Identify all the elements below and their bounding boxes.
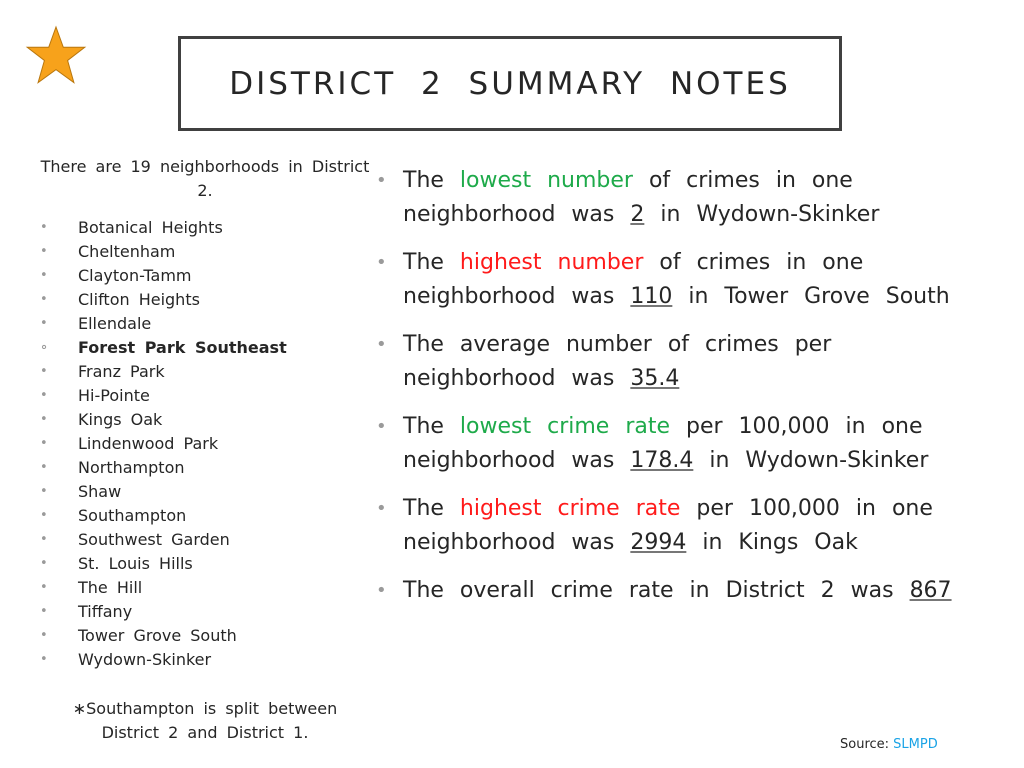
neighborhood-name: Lindenwood Park [78,434,219,453]
fact-highest-rate: • The highest crime rate per 100,000 in one neighborhood was 2994 in Kings Oak [376,492,996,560]
bullet-icon: • [40,460,48,475]
neighborhood-name: Kings Oak [78,410,163,429]
source-credit [840,737,938,752]
bullet-icon: • [40,244,48,259]
neighborhood-name: Forest Park Southeast [78,338,287,357]
fact-lowest-rate: • The lowest crime rate per 100,000 in one neighborhood was 178.4 in Wydown-Skinker [376,410,996,478]
footnote: ∗Southampton is split between District 2 and District 1. [72,699,338,742]
bullet-icon: • [376,170,387,191]
bullet-icon: • [40,628,48,643]
neighborhood-name: Clifton Heights [78,290,200,309]
neighborhood-name: The Hill [78,578,143,597]
bullet-icon: • [40,268,48,283]
highlight-lowest: lowest crime rate [459,414,671,439]
title-box [178,36,842,131]
list-item [40,432,370,456]
page-title: DISTRICT 2 SUMMARY NOTES [229,65,791,102]
fact-value: 2 [630,202,645,227]
bullet-icon: • [40,604,48,619]
neighborhood-name: Franz Park [78,362,165,381]
list-item [40,216,370,240]
fact-average-number: • The average number of crimes per neighborhood was 35.4 [376,328,996,396]
bullet-icon: • [40,316,48,331]
list-item [40,600,370,624]
intro-text: There are 19 neighborhoods in District 2. [40,157,370,200]
bullet-icon: • [40,436,48,451]
list-item [40,360,370,384]
fact-highest-number: • The highest number of crimes in one neighborhood was 110 in Tower Grove South [376,246,996,314]
neighborhood-name: Shaw [78,482,122,501]
list-item [40,528,370,552]
neighborhood-list [40,216,370,672]
neighborhood-name: Northampton [78,458,185,477]
bullet-icon: • [376,416,387,437]
neighborhood-name: Cheltenham [78,242,176,261]
bullet-icon: • [40,484,48,499]
list-item [40,312,370,336]
bullet-icon: • [40,388,48,403]
neighborhood-name: St. Louis Hills [78,554,193,573]
bullet-icon: • [40,292,48,307]
neighborhood-name: Wydown-Skinker [78,650,212,669]
bullet-icon: • [40,556,48,571]
bullet-icon: • [376,252,387,273]
bullet-icon: • [40,532,48,547]
list-item [40,288,370,312]
bullet-icon: • [40,580,48,595]
highlight-lowest: lowest number [459,168,633,193]
bullet-icon: • [40,508,48,523]
neighborhood-name: Tower Grove South [78,626,237,645]
highlight-highest: highest number [459,250,644,275]
list-item [40,408,370,432]
source-label: Source: [840,737,890,752]
fact-value: 110 [630,284,673,309]
list-item [40,576,370,600]
neighborhood-panel [40,155,370,745]
list-item [40,648,370,672]
list-item [40,336,370,360]
fact-value: 178.4 [630,448,694,473]
list-item [40,264,370,288]
list-item [40,504,370,528]
source-link[interactable]: SLMPD [893,737,938,752]
neighborhood-name: Clayton-Tamm [78,266,192,285]
star-icon [25,25,87,87]
highlight-highest: highest crime rate [459,496,681,521]
list-item [40,480,370,504]
bullet-icon: • [376,580,387,601]
list-item [40,552,370,576]
list-item [40,240,370,264]
fact-value: 867 [909,578,952,603]
summary-facts [376,164,996,622]
bullet-icon: • [376,334,387,355]
fact-lowest-number: • The lowest number of crimes in one neighborhood was 2 in Wydown-Skinker [376,164,996,232]
bullet-icon: • [40,652,48,667]
neighborhood-name: Ellendale [78,314,152,333]
neighborhood-name: Southwest Garden [78,530,230,549]
neighborhood-name: Tiffany [78,602,133,621]
open-bullet-icon: ∘ [40,340,49,355]
bullet-icon: • [40,364,48,379]
list-item [40,384,370,408]
fact-overall-rate: • The overall crime rate in District 2 was 867 [376,574,996,608]
fact-value: 2994 [630,530,687,555]
neighborhood-name: Southampton [78,506,187,525]
list-item [40,624,370,648]
bullet-icon: • [40,220,48,235]
fact-value: 35.4 [630,366,680,391]
neighborhood-name: Hi-Pointe [78,386,150,405]
bullet-icon: • [40,412,48,427]
neighborhood-name: Botanical Heights [78,218,223,237]
bullet-icon: • [376,498,387,519]
list-item [40,456,370,480]
